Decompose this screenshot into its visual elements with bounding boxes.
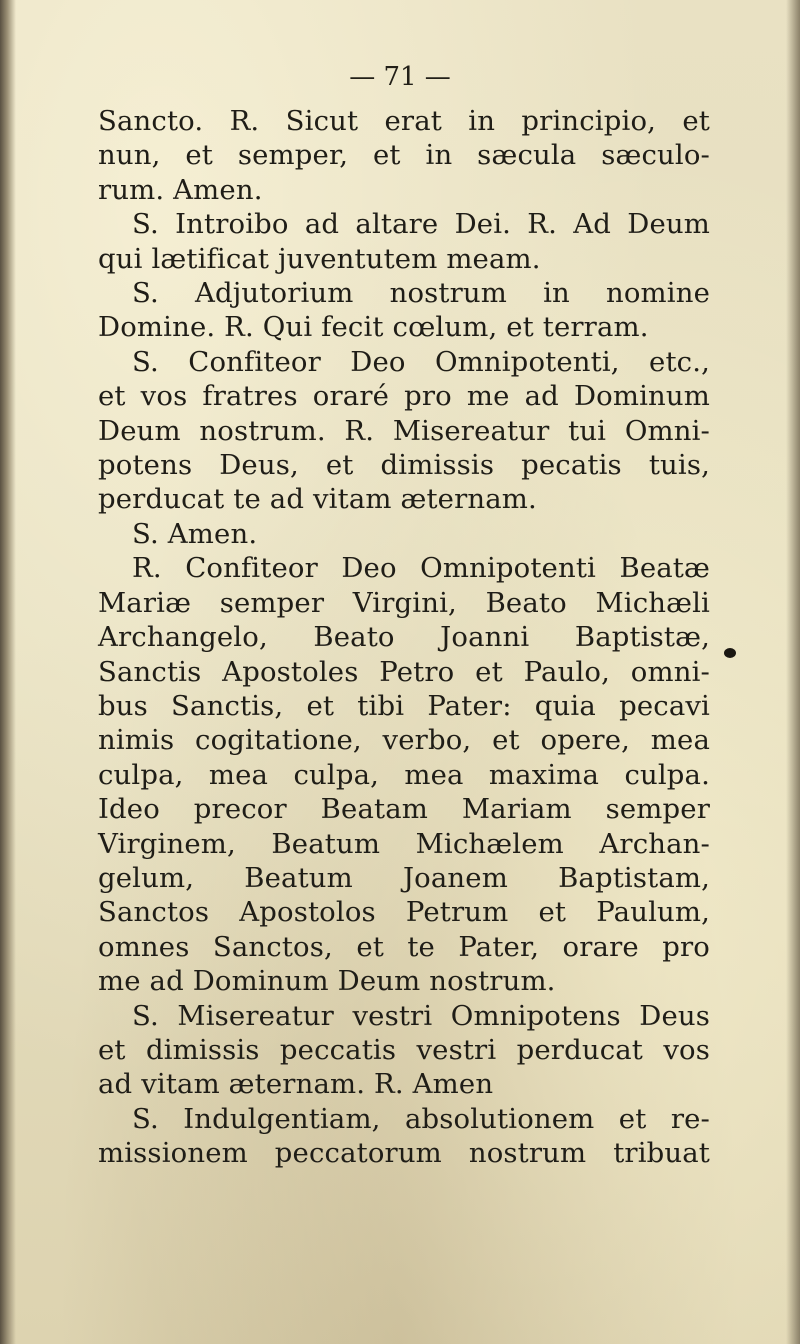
text-line: omnes Sanctos, et te Pater, orare pro [98,930,710,963]
text-line: R. Confiteor Deo Omnipotenti Beatæ [132,552,710,585]
text-line: nun, et semper, et in sæcula sæculo- [98,139,710,172]
text-line: Sanctos Apostolos Petrum et Paulum, [98,896,710,929]
text-line: Sancto. R. Sicut erat in principio, et [98,105,710,137]
text-line: bus Sanctis, et tibi Pater: quia pecavi [98,689,710,722]
text-line: rum. Amen. [98,173,263,206]
text-line: culpa, mea culpa, mea maxima culpa. [98,758,710,791]
text-line: Deum nostrum. R. Misereatur tui Omni- [98,414,710,447]
text-line: Domine. R. Qui fecit cœlum, et terram. [98,311,649,344]
ink-spot [724,648,736,658]
text-line: S. Confiteor Deo Omnipotenti, etc., [132,345,710,378]
text-line: perducat te ad vitam æternam. [98,483,537,516]
text-line: S. Introibo ad altare Dei. R. Ad Deum [132,208,710,241]
text-line: Virginem, Beatum Michælem Archan- [98,827,710,860]
text-line: Archangelo, Beato Joanni Baptistæ, [98,621,710,654]
text-line: S. Adjutorium nostrum in nomine [132,277,710,310]
text-line: Sanctis Apostoles Petro et Paulo, omni- [98,655,710,688]
text-line: gelum, Beatum Joanem Baptistam, [98,861,710,894]
text-line: me ad Dominum Deum nostrum. [98,965,556,998]
text-line: nimis cogitatione, verbo, et opere, mea [98,724,710,757]
text-line: S. Amen. [132,517,258,550]
text-line: potens Deus, et dimissis pecatis tuis, [98,449,710,482]
text-line: S. Misereatur vestri Omnipotens Deus [132,999,710,1032]
text-line: et vos fratres oraré pro me ad Dominum [98,380,710,413]
text-line: et dimissis peccatis vestri perducat vos [98,1033,710,1066]
page-number: — 71 — [349,62,451,92]
body-text [98,104,710,1171]
page-left-edge-shadow [0,0,16,1344]
text-line: ad vitam æternam. R. Amen [98,1068,494,1101]
text-line: qui lætificat juventutem meam. [98,242,541,275]
text-line: Ideo precor Beatam Mariam semper [98,793,710,826]
text-line: Mariæ semper Virgini, Beato Michæli [98,586,710,619]
text-line: missionem peccatorum nostrum tribuat [98,1137,710,1170]
page-right-edge-shadow [786,0,800,1344]
text-line: S. Indulgentiam, absolutionem et re- [132,1102,710,1135]
